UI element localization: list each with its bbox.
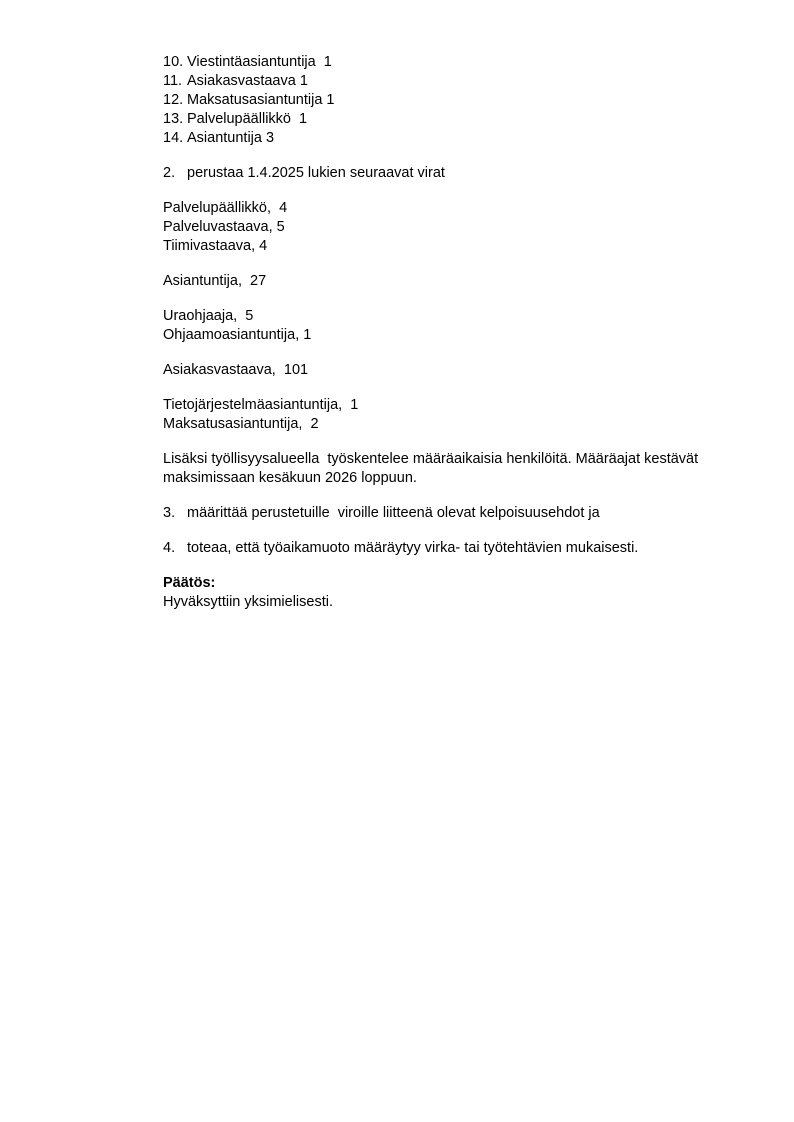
position-line: Palvelupäällikkö, 4 [163,200,288,216]
clause-2 [163,164,723,183]
position-line: Asiantuntija, 27 [163,273,267,289]
position-line: Tiimivastaava, 4 [163,238,268,254]
clause-text: määrittää perustetuille viroille liitteenä olevat kelpoisuusehdot ja [187,505,600,521]
note-line: maksimissaan kesäkuun 2026 loppuun. [163,470,417,486]
clause-text: perustaa 1.4.2025 lukien seuraavat virat [187,165,445,181]
position-line: Ohjaamoasiantuntija, 1 [163,327,312,343]
clause-number: 4. [163,540,176,556]
list-item [163,72,723,91]
list-item [163,110,723,129]
list-item-text: Asiantuntija 3 [187,130,275,146]
list-item [163,91,723,110]
document-content [163,53,723,612]
vacancy-numbered-list [163,53,723,148]
list-item-text: Viestintäasiantuntija 1 [187,54,332,70]
note-line: Lisäksi työllisyysalueella työskentelee määräaikaisia henkilöitä. Määräajat kestävät [163,451,699,467]
list-item-text: Palvelupäällikkö 1 [187,111,308,127]
clause-4 [163,539,723,558]
clause-3 [163,504,723,523]
position-group-systems [163,396,723,434]
position-line: Asiakasvastaava, 101 [163,362,309,378]
position-group-experts [163,272,723,291]
position-line: Tietojärjestelmäasiantuntija, 1 [163,397,359,413]
list-item-number: 11. [163,73,183,89]
list-item [163,129,723,148]
position-line: Uraohjaaja, 5 [163,308,254,324]
clause-number: 3. [163,505,176,521]
decision-heading: Päätös: [163,575,216,591]
decision-text: Hyväksyttiin yksimielisesti. [163,594,333,610]
list-item-text: Asiakasvastaava 1 [187,73,308,89]
clause-text: toteaa, että työaikamuoto määräytyy virka- tai työtehtävien mukaisesti. [187,540,639,556]
note-paragraph [163,450,723,488]
list-item-number: 13. [163,111,184,127]
position-group-customer [163,361,723,380]
list-item-number: 10. [163,54,184,70]
decision-section [163,574,723,612]
clause-number: 2. [163,165,176,181]
list-item-number: 14. [163,130,184,146]
list-item-text: Maksatusasiantuntija 1 [187,92,335,108]
position-line: Maksatusasiantuntija, 2 [163,416,319,432]
position-group-management [163,199,723,256]
list-item-number: 12. [163,92,184,108]
position-line: Palveluvastaava, 5 [163,219,285,235]
list-item [163,53,723,72]
position-group-guidance [163,307,723,345]
